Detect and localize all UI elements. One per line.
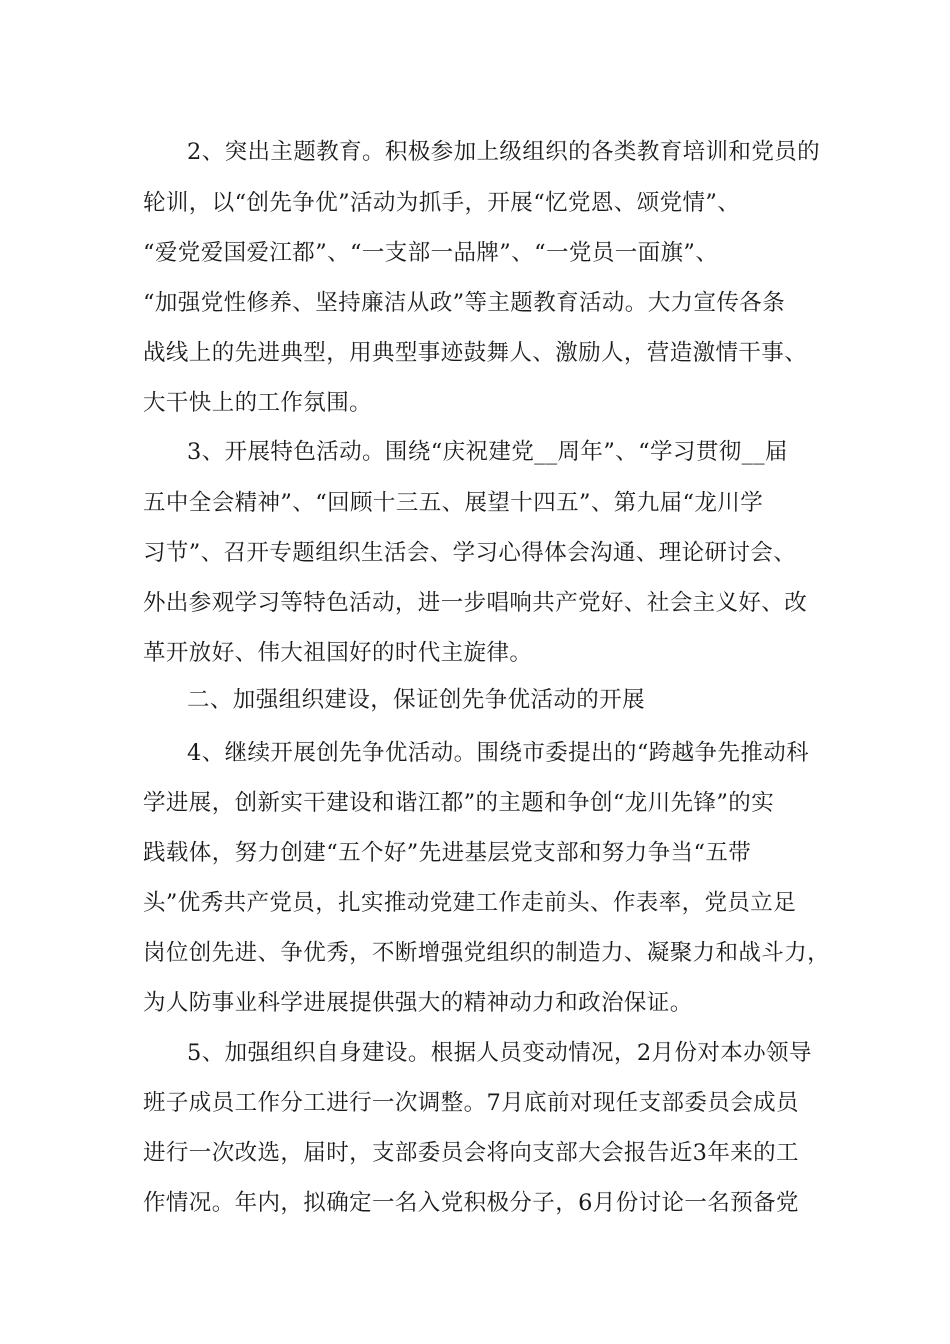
paragraph-3-line-1: 3、开展特色活动。围绕“庆祝建党__周年”、“学习贯彻__届 xyxy=(187,439,788,465)
paragraph-4-line-5: 岗位创先进、争优秀，不断增强党组织的制造力、凝聚力和战斗力， xyxy=(143,940,831,966)
paragraph-2-line-4: “加强党性修养、坚持廉洁从政”等主题教育活动。大力宣传各条 xyxy=(143,290,786,316)
paragraph-4-line-6: 为人防事业科学进展提供强大的精神动力和政治保证。 xyxy=(143,990,693,1016)
paragraph-3-line-2: 五中全会精神”、“回顾十三五、展望十四五”、第九届“龙川学 xyxy=(143,490,764,516)
section-heading: 二、加强组织建设，保证创先争优活动的开展 xyxy=(187,687,646,713)
paragraph-4-line-2: 学进展，创新实干建设和谐江都”的主题和争创“龙川先锋”的实 xyxy=(143,790,775,816)
paragraph-3-line-5: 革开放好、伟大祖国好的时代主旋律。 xyxy=(143,640,533,666)
paragraph-2-line-5: 战线上的先进典型，用典型事迹鼓舞人、激励人，营造激情干事、 xyxy=(143,340,808,366)
paragraph-5-line-1: 5、加强组织自身建设。根据人员变动情况，2月份对本办领导 xyxy=(187,1040,812,1066)
paragraph-4-line-3: 践载体，努力创建“五个好”先进基层党支部和努力争当“五带 xyxy=(143,840,752,866)
paragraph-3-line-3: 习节”、召开专题组织生活会、学习心得体会沟通、理论研讨会、 xyxy=(143,540,797,566)
paragraph-2-line-3: “爱党爱国爱江都”、“一支部一品牌”、“一党员一面旗”、 xyxy=(143,240,719,266)
paragraph-5-line-4: 作情况。年内，拟确定一名入党积极分子，6月份讨论一名预备党 xyxy=(143,1190,799,1216)
paragraph-2-line-2: 轮训，以“创先争优”活动为抓手，开展“忆党恩、颂党情”、 xyxy=(143,190,741,216)
paragraph-5-line-3: 进行一次改选，届时，支部委员会将向支部大会报告近3年来的工 xyxy=(143,1140,799,1166)
paragraph-4-line-1: 4、继续开展创先争优活动。围绕市委提出的“跨越争先推动科 xyxy=(187,740,810,766)
paragraph-4-line-4: 头”优秀共产党员，扎实推动党建工作走前头、作表率，党员立足 xyxy=(143,890,797,916)
paragraph-5-line-2: 班子成员工作分工进行一次调整。7月底前对现任支部委员会成员 xyxy=(143,1090,799,1116)
paragraph-3-line-4: 外出参观学习等特色活动，进一步唱响共产党好、社会主义好、改 xyxy=(143,590,808,616)
paragraph-2-line-6: 大干快上的工作氛围。 xyxy=(143,390,373,416)
paragraph-2-line-1: 2、突出主题教育。积极参加上级组织的各类教育培训和党员的 xyxy=(187,139,821,165)
